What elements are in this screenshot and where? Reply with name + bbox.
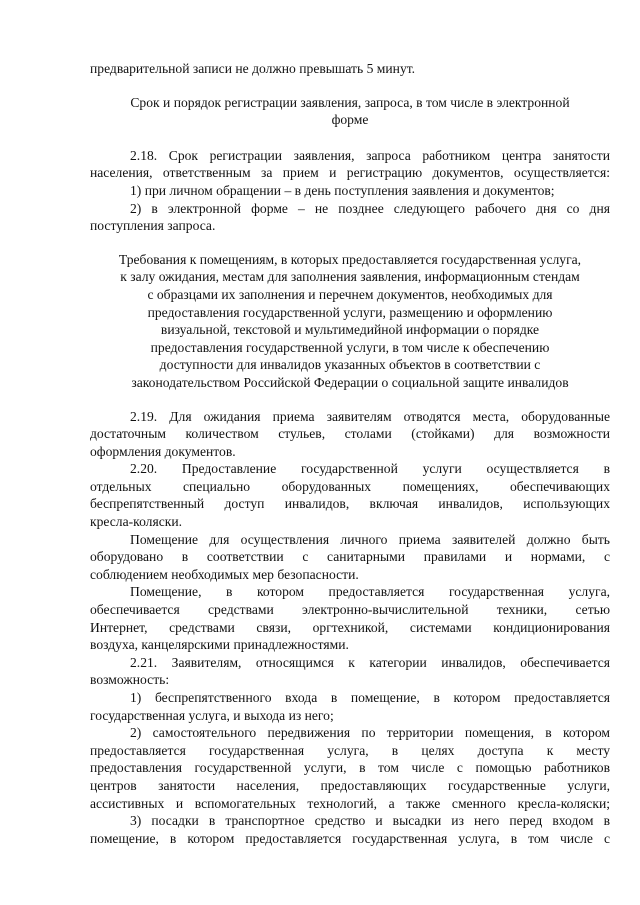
text-line: 3) посадки в транспортное средство и высадки из него перед входом в <box>130 813 610 829</box>
text-line: оформления документов. <box>90 443 236 459</box>
text-line: возможность: <box>90 672 170 688</box>
text-line: предоставляется государственная услуга, в целях доступа к месту <box>90 742 610 758</box>
text-line: кресла-коляски. <box>90 514 183 530</box>
text-line: 2.20. Предоставление государственной услуги осуществляется в <box>130 461 610 477</box>
section-heading-line: с образцами их заполнения и перечнем документов, необходимых для <box>147 286 553 302</box>
document-page <box>90 60 610 847</box>
text-line: населения, ответственным за прием и регистрацию документов, осуществляется: <box>90 165 610 181</box>
text-line: 2) самостоятельного передвижения по территории помещения, в котором <box>130 725 610 741</box>
text-line: обеспечивается средствами электронно-вычислительной техники, сетью <box>90 602 610 618</box>
text-line: ассистивных и вспомогательных технологий, а также сменного кресла-коляски; <box>90 795 610 811</box>
section-heading-line: форме <box>331 112 369 128</box>
section-heading-line: доступности для инвалидов указанных объектов в соответствии с <box>159 357 541 373</box>
text-line: 2.21. Заявителям, относящимся к категории инвалидов, обеспечивается <box>130 654 610 670</box>
text-line: 1) беспрепятственного входа в помещение, в котором предоставляется <box>130 690 610 705</box>
text-line: отдельных специально оборудованных помещениях, обеспечивающих <box>90 478 610 494</box>
section-heading-line: к залу ожидания, местам для заполнения заявления, информационным стендам <box>120 269 580 285</box>
section-heading-line: законодательством Российской Федерации о социальной защите инвалидов <box>131 374 569 390</box>
text-line: 2) в электронной форме – не позднее следующего рабочего дня со дня <box>130 200 610 216</box>
text-line: 1) при личном обращении – в день поступления заявления и документов; <box>130 182 555 198</box>
text-line: предварительной записи не должно превышать 5 минут. <box>90 61 416 76</box>
text-line: достаточным количеством стульев, столами (стойками) для возможности <box>90 426 610 442</box>
section-heading-line: Требования к помещениям, в которых предоставляется государственная услуга, <box>118 251 582 267</box>
section-heading-line: предоставления государственной услуги, размещению и оформлению <box>147 304 553 320</box>
text-line: 2.18. Срок регистрации заявления, запроса работником центра занятости <box>130 147 610 163</box>
text-line: беспрепятственный доступ инвалидов, включая инвалидов, использующих <box>90 496 610 512</box>
text-line: государственная услуга, и выхода из него; <box>90 707 334 723</box>
text-line: оборудовано в соответствии с санитарными правилами и нормами, с <box>90 549 610 565</box>
text-line: 2.19. Для ожидания приема заявителям отводятся места, оборудованные <box>130 408 610 424</box>
text-line: поступления запроса. <box>90 218 216 234</box>
text-line: соблюдением необходимых мер безопасности. <box>90 566 359 582</box>
text-line: помещение, в котором предоставляется государственная услуга, в том числе с <box>90 830 610 846</box>
text-line: Помещение для осуществления личного приема заявителей должно быть <box>130 531 610 547</box>
section-heading-line: предоставления государственной услуги, в том числе к обеспечению <box>150 339 550 355</box>
text-line: предоставления государственной услуги, в том числе с помощью работников <box>90 760 610 776</box>
text-line: центров занятости населения, предоставляющих государственные услуги, <box>90 777 610 793</box>
text-line: воздуха, канцелярскими принадлежностями. <box>90 637 349 653</box>
section-heading-line: визуальной, текстовой и мультимедийной информации о порядке <box>160 322 540 338</box>
text-line: Помещение, в котором предоставляется государственная услуга, <box>130 584 610 600</box>
section-heading-line: Срок и порядок регистрации заявления, запроса, в том числе в электронной <box>130 94 570 110</box>
text-line: Интернет, средствами связи, оргтехникой, системами кондиционирования <box>90 619 610 635</box>
